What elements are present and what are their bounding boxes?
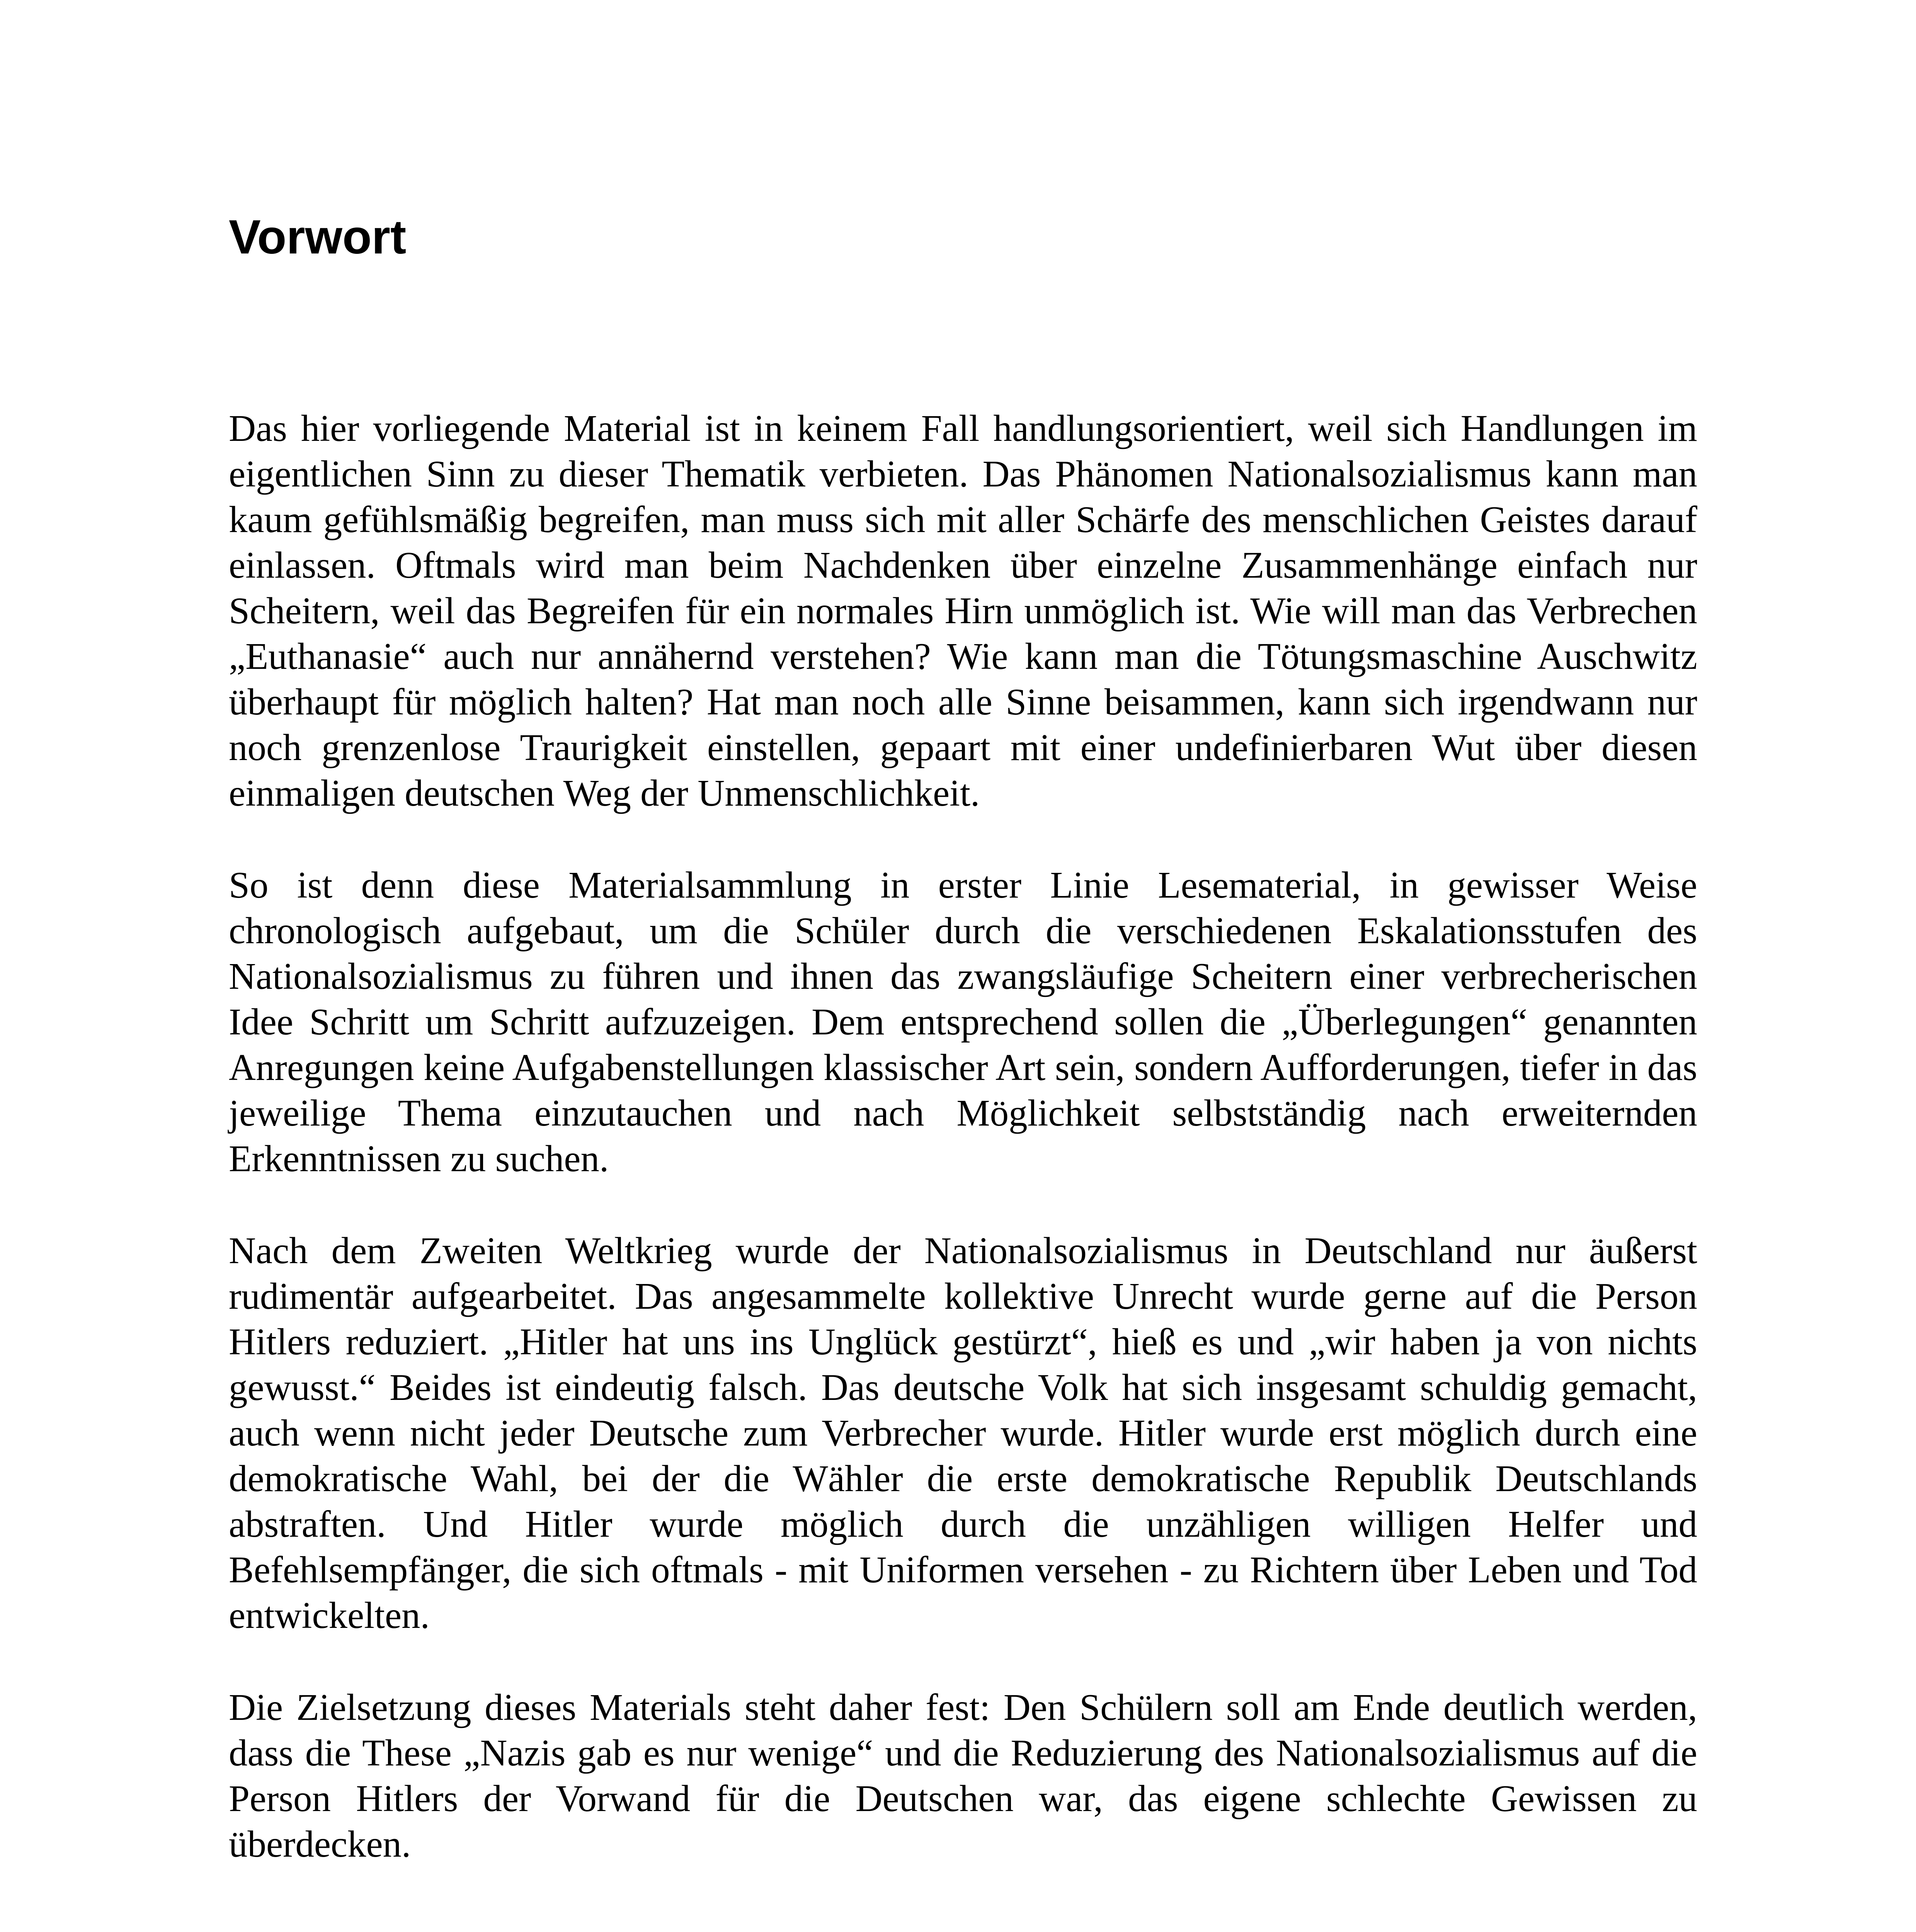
- paragraph-3: Nach dem Zweiten Weltkrieg wurde der Nationalsozialismus in Deutschland nur äußerst rudimentär aufgearbeitet. Das angesammelte kollektive Unrecht wurde gerne auf die Person Hitlers reduziert. „Hitler hat uns ins Unglück gestürzt“, hieß es und „wir haben ja von nichts gewusst.“ Beides ist eindeutig falsch. Das deutsche Volk hat sich insgesamt schuldig gemacht, auch wenn nicht jeder Deutsche zum Verbrecher wurde. Hitler wurde erst möglich durch eine demokratische Wahl, bei der die Wähler die erste demokratische Republik Deutschlands abstraften. Und Hitler wurde möglich durch die unzähligen willigen Helfer und Befehlsempfänger, die sich oftmals - mit Uniformen versehen - zu Richtern über Leben und Tod entwickelten.: [229, 1230, 1697, 1636]
- paragraph-2: So ist denn diese Materialsammlung in erster Linie Lesematerial, in gewisser Weise chronologisch aufgebaut, um die Schüler durch die verschiedenen Eskalationsstufen des Nationalsozialismus zu führen und ihnen das zwangsläufige Scheitern einer verbrecherischen Idee Schritt um Schritt aufzuzeigen. Dem entsprechend sollen die „Überlegungen“ genannten Anregungen keine Aufgabenstellungen klassischer Art sein, sondern Aufforderungen, tiefer in das jeweilige Thema einzutauchen und nach Möglichkeit selbstständig nach erweiternden Erkenntnissen zu suchen.: [229, 864, 1697, 1179]
- paragraph-1: Das hier vorliegende Material ist in keinem Fall handlungsorientiert, weil sich Handlungen im eigentlichen Sinn zu dieser Thematik verbieten. Das Phänomen Nationalsozialismus kann man kaum gefühlsmäßig begreifen, man muss sich mit aller Schärfe des menschlichen Geistes darauf einlassen. Oftmals wird man beim Nachdenken über einzelne Zusammenhänge einfach nur Scheitern, weil das Begreifen für ein normales Hirn unmöglich ist. Wie will man das Verbrechen „Euthanasie“ auch nur annähernd verstehen? Wie kann man die Tötungsmaschine Auschwitz überhaupt für möglich halten? Hat man noch alle Sinne beisammen, kann sich irgendwann nur noch grenzenlose Traurigkeit einstellen, gepaart mit einer undefinierbaren Wut über diesen einmaligen deutschen Weg der Unmenschlichkeit.: [229, 408, 1697, 814]
- paragraph-4: Die Zielsetzung dieses Materials steht daher fest: Den Schülern soll am Ende deutlich werden, dass die These „Nazis gab es nur wenige“ und die Reduzierung des Nationalsozialismus auf die Person Hitlers der Vorwand für die Deutschen war, das eigene schlechte Gewissen zu überdecken.: [229, 1687, 1697, 1865]
- body-text: [229, 406, 1697, 1913]
- page-title: Vorwort: [229, 211, 407, 264]
